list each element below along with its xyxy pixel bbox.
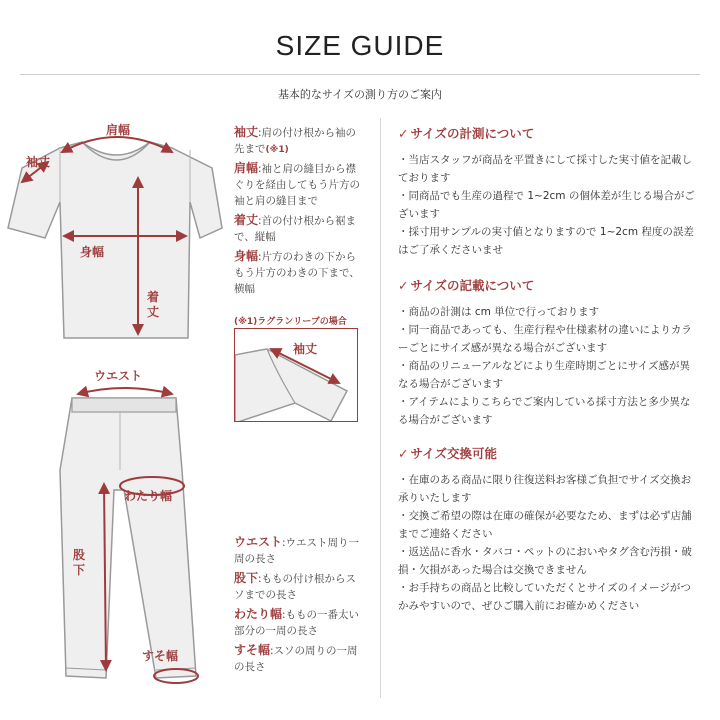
pants-body <box>60 398 196 678</box>
inseam-definition: 股下:ももの付け根からスソまでの長さ <box>234 571 357 601</box>
raglan-title: (※1)ラグランリーブの場合 <box>234 317 347 327</box>
section-item: ・在庫のある商品に限り往復送料お客様ご負担でサイズ交換お承りいたします <box>398 474 692 504</box>
length-definition: 着丈:首の付け根から裾まで、縦幅 <box>234 213 357 243</box>
waist-arrow <box>78 388 172 394</box>
section-exchange <box>398 444 698 615</box>
pants-waistband <box>72 398 176 412</box>
section-heading: ✓ サイズの記載について <box>398 278 535 293</box>
section-heading: ✓ サイズの計測について <box>398 126 535 141</box>
section-notation <box>398 276 698 429</box>
pants-illustration <box>0 0 230 720</box>
sleeve-label: 袖丈 <box>26 155 51 169</box>
section-item: ・同商品でも生産の過程で 1~2cm の個体差が生じる場合がございます <box>398 190 695 220</box>
waist-label: ウエスト <box>94 369 143 383</box>
section-heading: ✓ サイズ交換可能 <box>398 446 497 461</box>
section-item: ・アイテムによりこちらでご案内している採寸方法と多少異なる場合がございます <box>398 396 691 426</box>
check-icon: ✓ <box>398 278 409 293</box>
hem-definition: すそ幅:スソの周りの一周の長さ <box>234 643 358 673</box>
hem-label: すそ幅 <box>142 649 179 663</box>
length-label: 着丈 <box>146 290 159 319</box>
shoulder-definition: 肩幅:袖と肩の縫目から襟ぐりを経由してもう片方の袖と肩の縫目まで <box>234 161 360 207</box>
raglan-diagram <box>234 328 358 422</box>
check-icon: ✓ <box>398 126 409 141</box>
inseam-label: 股下 <box>72 548 85 577</box>
check-icon: ✓ <box>398 446 409 461</box>
page-title: SIZE GUIDE <box>275 30 445 61</box>
chest-label: 身幅 <box>80 245 105 259</box>
thigh-label: わたり幅 <box>124 489 173 503</box>
page-subtitle: 基本的なサイズの測り方のご案内 <box>277 88 443 101</box>
thigh-definition: わたり幅:ももの一番太い部分の一周の長さ <box>234 607 360 637</box>
raglan-sleeve-label: 袖丈 <box>293 342 318 356</box>
chest-definition: 身幅:片方のわきの下からもう片方のわきの下まで、横幅 <box>234 249 360 295</box>
section-item: ・交換ご希望の際は在庫の確保が必要なため、まずは必ず店舗までご連絡ください <box>398 510 692 540</box>
section-item: ・商品の計測は cm 単位で行っております <box>398 306 600 318</box>
waist-definition: ウエスト:ウエスト周り一周の長さ <box>234 535 360 565</box>
section-item: ・同一商品であっても、生産行程や仕様素材の違いによりカラーごとにサイズ感が異なる場合がございます <box>398 324 692 354</box>
section-item: ・お手持ちの商品と比較していただくとサイズのイメージがつかみやすいので、ぜひご購入前にお確かめください <box>398 582 691 612</box>
shoulder-label: 肩幅 <box>106 123 131 137</box>
section-measurement <box>398 124 698 259</box>
section-item: ・採寸用サンプルの実寸値となりますので 1~2cm 程度の誤差はご了承くださいませ <box>398 226 694 256</box>
section-item: ・商品のリニューアルなどにより生産時期ごとにサイズ感が異なる場合がございます <box>398 360 691 390</box>
sleeve-definition: 袖丈:肩の付け根から袖の先まで(※1) <box>234 125 357 155</box>
column-divider <box>380 118 381 698</box>
section-item: ・返送品に香水・タバコ・ペットのにおいやタグ含む汚損・破損・欠損があった場合は交換できません <box>398 546 692 576</box>
section-item: ・当店スタッフが商品を平置きにして採寸した実寸値を記載しております <box>398 154 692 184</box>
